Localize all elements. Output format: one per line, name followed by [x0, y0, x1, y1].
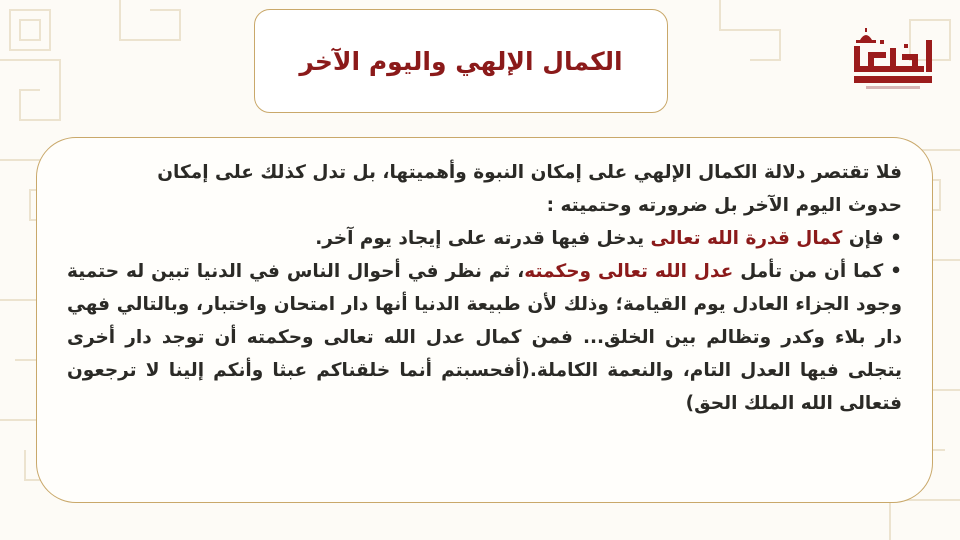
- bullet-2-highlight: عدل الله تعالى وحكمته: [524, 261, 734, 282]
- content-box: [36, 137, 933, 503]
- page-title: الكمال الإلهي واليوم الآخر: [299, 46, 623, 76]
- logo-mark: [846, 26, 936, 96]
- bullet-2: [67, 255, 902, 420]
- logo: [846, 26, 936, 96]
- bullet-1: [67, 222, 902, 255]
- bullet-1-rest: يدخل فيها قدرته على إيجاد يوم آخر.: [315, 228, 651, 249]
- bullet-1-prefix: • فإن: [842, 228, 902, 249]
- intro-line-1: فلا تقتصر دلالة الكمال الإلهي على إمكان النبوة وأهميتها، بل تدل كذلك على إمكان: [157, 162, 902, 183]
- bullet-1-highlight: كمال قدرة الله تعالى: [650, 228, 843, 249]
- bullet-2-prefix: • كما أن من تأمل: [733, 261, 902, 282]
- title-box: [254, 9, 668, 113]
- bullet-2-rest: ، ثم نظر في أحوال الناس في الدنيا تبين له حتمية وجود الجزاء العادل يوم القيامة؛ وذلك لأن طبيعة الدنيا أنها دار امتحان واختبار، وبالتالي فهي دار بلاء وكدر وتظالم بين الخلق... فمن كمال عدل الله تعالى وحكمته أن توجد دار أخرى يتجلى فيها العدل التام، والنعمة الكاملة.(أفحسبتم أنما خلقناكم عبثا وأنكم إلينا لا ترجعون فتعالى الله الملك الحق): [67, 261, 902, 414]
- intro-line-2: حدوث اليوم الآخر بل ضرورته وحتميته :: [546, 195, 902, 216]
- intro-paragraph: [67, 156, 902, 222]
